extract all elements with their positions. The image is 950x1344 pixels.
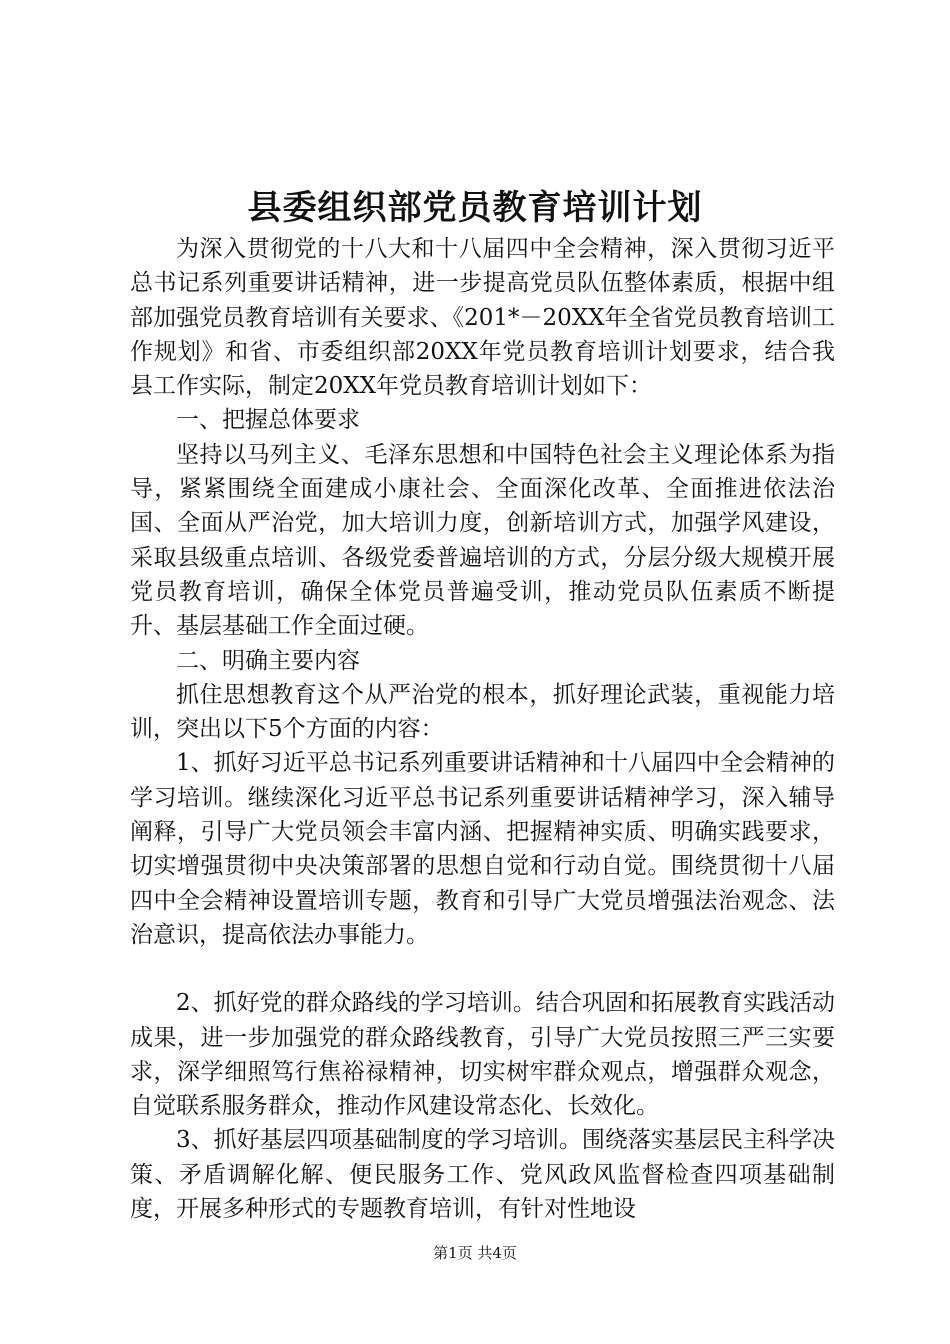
intro-paragraph: 为深入贯彻党的十八大和十八届四中全会精神，深入贯彻习近平总书记系列重要讲话精神，进一步提高党员队伍整体素质，根据中组部加强党员教育培训有关要求、《201*－20XX年全省党员教育培训工作规划》和省、市委组织部20XX年党员教育培训计划要求，结合我县工作实际，制定20XX年党员教育培训计划如下： xyxy=(130,236,835,400)
section-heading-2: 二、明确主要内容 xyxy=(176,647,360,674)
section-2-intro-paragraph: 抓住思想教育这个从严治党的根本，抓好理论武装，重视能力培训，突出以下5个方面的内容： xyxy=(130,681,835,743)
item-3-paragraph: 3、抓好基层四项基础制度的学习培训。围绕落实基层民主科学决策、矛盾调解化解、便民服务工作、党风政风监督检查四项基础制度，开展多种形式的专题教育培训，有针对性地设 xyxy=(130,1127,835,1223)
section-1-paragraph: 坚持以马列主义、毛泽东思想和中国特色社会主义理论体系为指导，紧紧围绕全面建成小康社会、全面深化改革、全面推进依法治国、全面从严治党，加大培训力度，创新培训方式，加强学风建设，采取县级重点培训、各级党委普遍培训的方式，分层分级大规模开展党员教育培训，确保全体党员普遍受训，推动党员队伍素质不断提升、基层基础工作全面过硬。 xyxy=(130,441,835,640)
item-2-paragraph: 2、抓好党的群众路线的学习培训。结合巩固和拓展教育实践活动成果，进一步加强党的群众路线教育，引导广大党员按照三严三实要求，深学细照笃行焦裕禄精神，切实树牢群众观点，增强群众观念，自觉联系服务群众，推动作风建设常态化、长效化。 xyxy=(130,990,835,1120)
section-heading-1: 一、把握总体要求 xyxy=(176,407,360,434)
page-number-footer: 第1页 共4页 xyxy=(433,1244,517,1262)
document-title: 县委组织部党员教育培训计划 xyxy=(247,188,703,228)
item-1-paragraph: 1、抓好习近平总书记系列重要讲话精神和十八届四中全会精神的学习培训。继续深化习近平总书记系列重要讲话精神学习，深入辅导阐释，引导广大党员领会丰富内涵、把握精神实质、明确实践要求，切实增强贯彻中央决策部署的思想自觉和行动自觉。围绕贯彻十八届四中全会精神设置培训专题，教育和引导广大党员增强法治观念、法治意识，提高依法办事能力。 xyxy=(130,750,835,948)
document-body xyxy=(130,232,835,1226)
